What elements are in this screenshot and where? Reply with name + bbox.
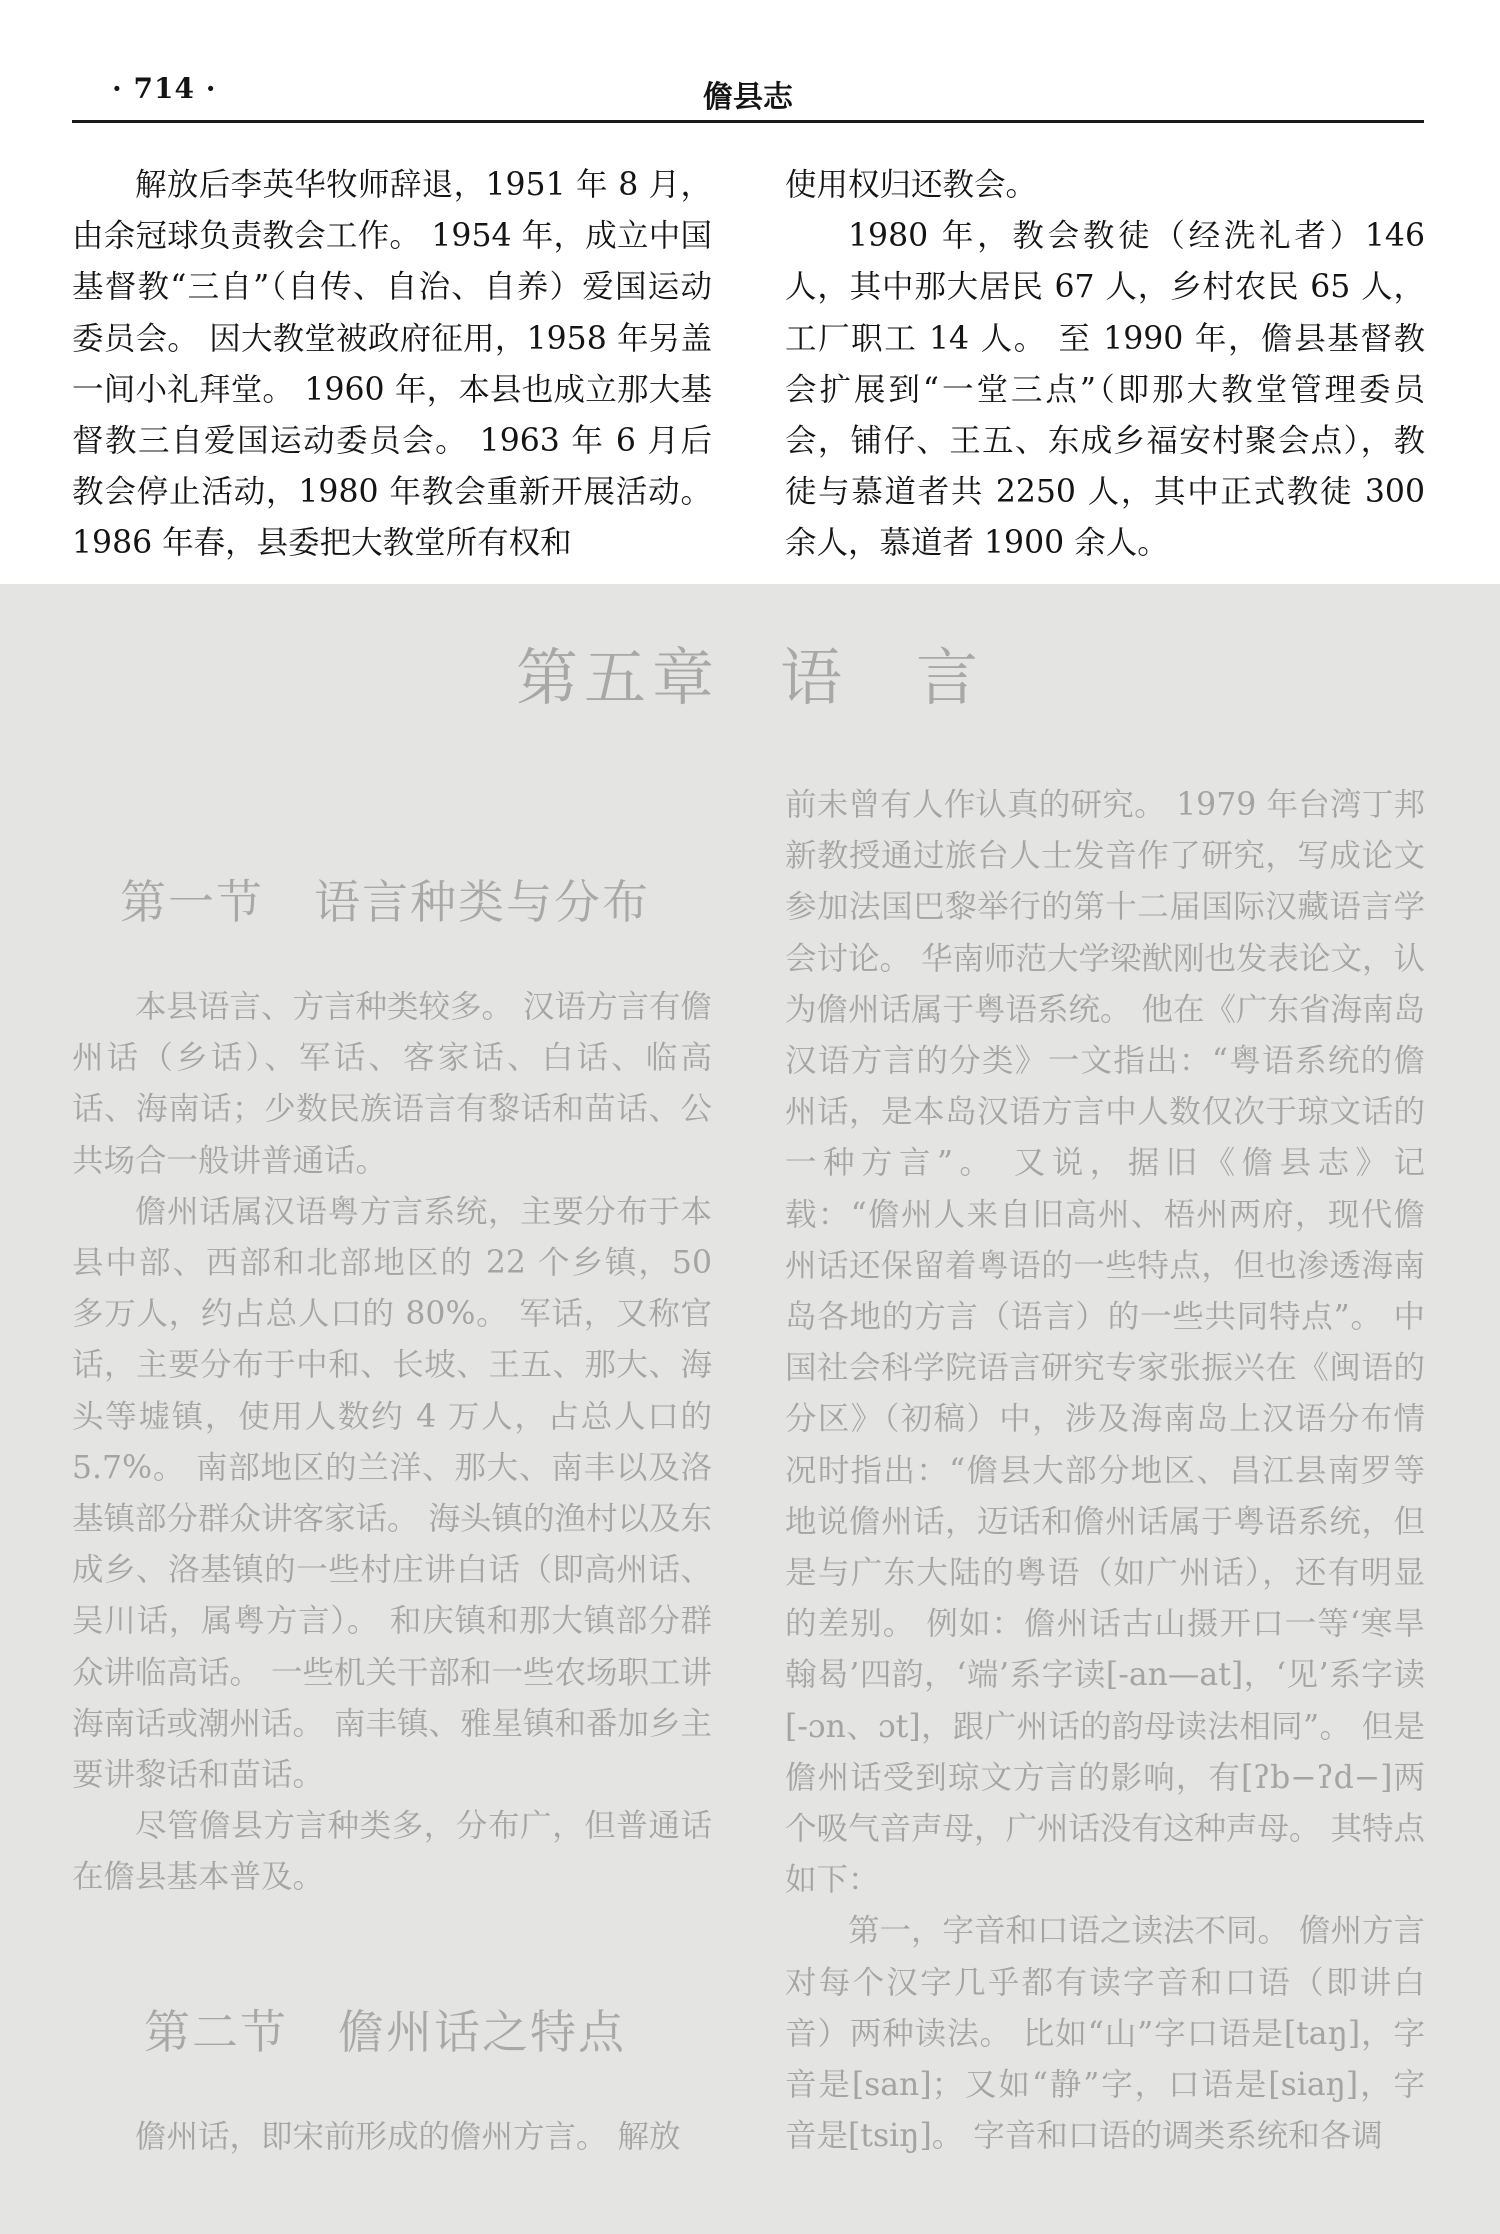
paragraph: 解放后李英华牧师辞退，1951 年 8 月，由余冠球负责教会工作。 1954 年，成立中国基督教“三自”（自传、自治、自养）爱国运动委员会。 因大教堂被政府征用，1958 年另盖一间小礼拜堂。 1960 年，本县也成立那大基督教三自爱国运动委员会。 1963 年 6 月后教会停止活动，1980 年教会重新开展活动。 1986 年春，县委把大教堂所有权和: [72, 167, 712, 562]
section-name: 儋州话之特点: [338, 2005, 626, 2059]
top-right-column: [785, 160, 1425, 570]
paragraph: 尽管儋县方言种类多，分布广，但普通话在儋县基本普及。: [72, 1808, 712, 1896]
top-left-column: [72, 160, 712, 570]
chapter-title: [0, 628, 1500, 717]
chapter-region: [0, 584, 1500, 2234]
section-1-title: [120, 866, 650, 932]
running-title: 儋县志: [703, 80, 793, 115]
paragraph: 儋州话属汉语粤方言系统，主要分布于本县中部、西部和北部地区的 22 个乡镇，50 多万人，约占总人口的 80%。 军话，又称官话，主要分布于中和、长坡、王五、那大、海头等墟镇，使用人数约 4 万人，占总人口的 5.7%。 南部地区的兰洋、那大、南丰以及洛基镇部分群众讲客家话。 海头镇的渔村以及东成乡、洛基镇的一些村庄讲白话（即高州话、吴川话，属粤方言）。 和庆镇和那大镇部分群众讲临高话。 一些机关干部和一些农场职工讲海南话或潮州话。 南丰镇、雅星镇和番加乡主要讲黎话和苗话。: [72, 1193, 713, 1794]
paragraph: 本县语言、方言种类较多。 汉语方言有儋州话（乡话）、军话、客家话、白话、临高话、海南话；少数民族语言有黎话和苗话、公共场合一般讲普通话。: [72, 989, 713, 1179]
paragraph: 前未曾有人作认真的研究。 1979 年台湾丁邦新教授通过旅台人士发音作了研究，写成论文参加法国巴黎举行的第十二届国际汉藏语言学会讨论。 华南师范大学梁猷刚也发表论文，认为儋州话属于粤语系统。 他在《广东省海南岛汉语方言的分类》一文指出：“粤语系统的儋州话，是本岛汉语方言中人数仅次于琼文话的一种方言”。 又说，据旧《儋县志》记载：“儋州人来自旧高州、梧州两府，现代儋州话还保留着粤语的一些特点，但也渗透海南岛各地的方言（语言）的一些共同特点”。 中国社会科学院语言研究专家张振兴在《闽语的分区》（初稿）中，涉及海南岛上汉语分布情况时指出：“儋县大部分地区、昌江县南罗等地说儋州话，迈话和儋州话属于粤语系统，但是与广东大陆的粤语（如广州话），还有明显的差别。 例如：儋州话古山摄开口一等‘寒旱翰曷’四韵，‘端’系字读[-an—at]，‘见’系字读[-ɔn、ɔt]，跟广州话的韵母读法相同”。 但是儋州话受到琼文方言的影响，有[ʔb−ʔd−]两个吸气音声母，广州话没有这种声母。 其特点如下：: [785, 787, 1426, 1899]
page-header: [72, 68, 1424, 123]
paragraph: 第一，字音和口语之读法不同。 儋州方言对每个汉字几乎都有读字音和口语（即讲白音）两种读法。 比如“山”字口语是[taŋ]，字音是[san]；又如“静”字，口语是[siaŋ]，字音是[tsiŋ]。 字音和口语的调类系统和各调: [785, 1913, 1426, 2155]
chapter-name: 语 言: [780, 641, 985, 714]
section-number: 第一节: [120, 875, 264, 929]
section-2-title: [144, 1996, 626, 2062]
chapter-number: 第五章: [515, 641, 720, 714]
right-column-continued: [785, 780, 1425, 2162]
page-number: · 714 ·: [112, 72, 217, 105]
section-name: 语言种类与分布: [314, 875, 650, 929]
section-1-body: [72, 982, 712, 1904]
paragraph: 使用权归还教会。: [785, 167, 1038, 203]
paragraph: 儋州话，即宋前形成的儋州方言。 解放: [135, 2119, 681, 2155]
section-number: 第二节: [144, 2005, 288, 2059]
paragraph: 1980 年，教会教徒（经洗礼者）146 人，其中那大居民 67 人，乡村农民 65 人，工厂职工 14 人。 至 1990 年，儋县基督教会扩展到“一堂三点”（即那大教堂管理委员会，铺仔、王五、东成乡福安村聚会点），教徒与慕道者共 2250 人，其中正式教徒 300 余人，慕道者 1900 余人。: [785, 218, 1425, 562]
section-2-body: [72, 2112, 712, 2163]
